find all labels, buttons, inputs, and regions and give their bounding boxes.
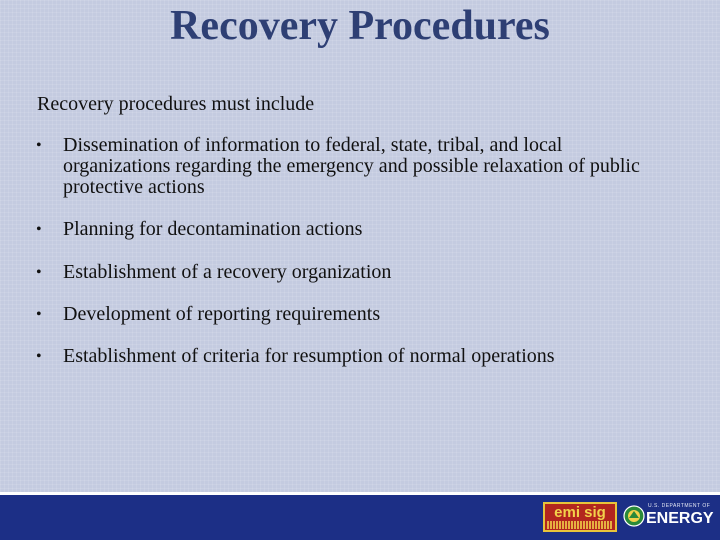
bullet-icon: •	[36, 137, 42, 154]
doe-seal-icon	[623, 505, 645, 527]
bullet-text: Establishment of a recovery organization	[63, 261, 392, 283]
emi-sig-logo-tagline	[547, 521, 613, 529]
bullet-item	[36, 345, 663, 367]
doe-department-text: U.S. DEPARTMENT OF	[648, 503, 711, 509]
bullet-item	[36, 218, 663, 240]
bullet-icon: •	[36, 306, 42, 323]
bullet-icon: •	[36, 264, 42, 281]
emi-sig-logo-text: emi sig	[554, 504, 606, 521]
intro-text: Recovery procedures must include	[37, 93, 315, 115]
bullet-text: Establishment of criteria for resumption of normal operations	[63, 345, 555, 367]
bullet-icon: •	[36, 348, 42, 365]
bullet-text: Dissemination of information to federal, state, tribal, and local organizations regarding the emergency and possible relaxation of public protective actions	[63, 134, 640, 198]
bullet-text: Development of reporting requirements	[63, 303, 381, 325]
doe-energy-logo-text: ENERGY	[646, 510, 714, 527]
bullet-icon: •	[36, 221, 42, 238]
bullet-item	[36, 303, 663, 325]
bullet-item	[36, 261, 663, 283]
slide-title: Recovery Procedures	[170, 3, 550, 49]
footer-bar	[0, 495, 720, 540]
bullet-item	[36, 134, 663, 198]
emi-sig-logo	[543, 502, 617, 532]
bullet-text: Planning for decontamination actions	[63, 218, 363, 240]
